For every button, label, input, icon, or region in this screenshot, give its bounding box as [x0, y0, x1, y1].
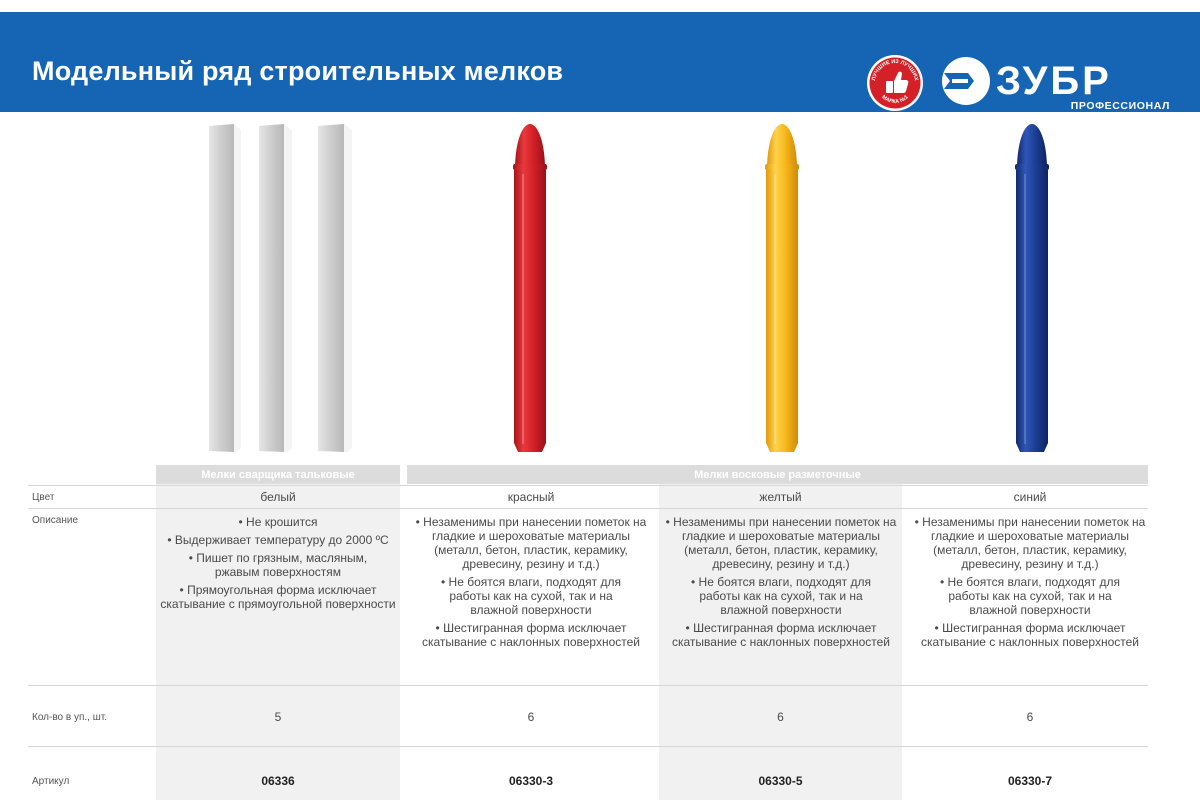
header-banner [0, 12, 1200, 112]
article-cell: 06330-7 [1007, 774, 1053, 788]
description-item: • Не крошится [238, 515, 318, 529]
brand-name: ЗУБР [996, 59, 1112, 103]
zubr-emblem-icon [942, 57, 990, 105]
description-cell [913, 515, 1147, 653]
page-title: Модельный ряд строительных мелков [32, 56, 564, 86]
brand-subtitle: ПРОФЕССИОНАЛ [1070, 100, 1170, 112]
description-item: • Не боятся влаги, подходят для работы как на сухой, так и на влажной поверхности [940, 575, 1120, 617]
row-label-description: Описание [32, 515, 79, 526]
group-header-wax: Мелки восковые разметочные [407, 465, 1148, 484]
article-cell: 06330-3 [508, 774, 554, 788]
description-item: • Выдерживает температуру до 2000 ºС [167, 533, 389, 547]
article-cell: 06336 [261, 774, 295, 788]
row-divider [28, 746, 1148, 747]
quality-badge [866, 54, 924, 112]
row-label-article: Артикул [32, 776, 70, 787]
article-cell: 06330-5 [758, 774, 803, 788]
badge-text-bottom: МАРКА №1 [880, 94, 910, 106]
blue-crayon-image [1002, 118, 1062, 458]
quantity-cell: 6 [527, 710, 535, 724]
description-item: • Не боятся влаги, подходят для работы как на сухой, так и на влажной поверхности [691, 575, 871, 617]
description-item: • Прямоугольная форма исключает скатывание с прямоугольной поверхности [160, 583, 396, 611]
description-cell [413, 515, 649, 653]
talc-stick [259, 124, 292, 452]
description-item: • Незаменимы при нанесении пометок на гладкие и шероховатые материалы (металл, бетон, пластик, керамику, древесину, резину и т.д.) [415, 515, 647, 571]
description-item: • Шестигранная форма исключает скатывание с наклонных поверхностей [671, 621, 890, 649]
group-header-talc: Мелки сварщика тальковые [156, 465, 400, 484]
description-cell [664, 515, 898, 653]
talc-stick [318, 124, 352, 452]
description-item: • Шестигранная форма исключает скатывание с наклонных поверхностей [421, 621, 640, 649]
description-item: • Пишет по грязным, масляным, ржавым поверхностям [188, 551, 368, 579]
color-cell: красный [507, 490, 555, 504]
quantity-cell: 6 [777, 710, 784, 724]
description-item: • Незаменимы при нанесении пометок на гладкие и шероховатые материалы (металл, бетон, пластик, керамику, древесину, резину и т.д.) [914, 515, 1146, 571]
description-item: • Не боятся влаги, подходят для работы как на сухой, так и на влажной поверхности [441, 575, 621, 617]
talc-chalk-image [198, 118, 368, 458]
row-divider [28, 508, 1148, 509]
row-divider [28, 685, 1148, 686]
quantity-cell: 6 [1026, 710, 1034, 724]
row-divider [28, 485, 1148, 486]
red-crayon-image [500, 118, 560, 458]
talc-stick [209, 124, 241, 452]
description-item: • Незаменимы при нанесении пометок на гладкие и шероховатые материалы (металл, бетон, пластик, керамику, древесину, резину и т.д.) [665, 515, 897, 571]
badge-text-top: ЛУЧШИЕ ИЗ ЛУЧШИХ [871, 58, 919, 82]
description-item: • Шестигранная форма исключает скатывание с наклонных поверхностей [920, 621, 1139, 649]
yellow-crayon-image [752, 118, 812, 458]
color-cell: белый [260, 490, 296, 504]
row-label-color: Цвет [32, 492, 55, 503]
row-label-quantity: Кол-во в уп., шт. [32, 712, 107, 723]
quantity-cell: 5 [274, 710, 282, 724]
description-cell [156, 515, 400, 615]
color-cell: синий [1013, 490, 1047, 504]
color-cell: желтый [759, 490, 802, 504]
